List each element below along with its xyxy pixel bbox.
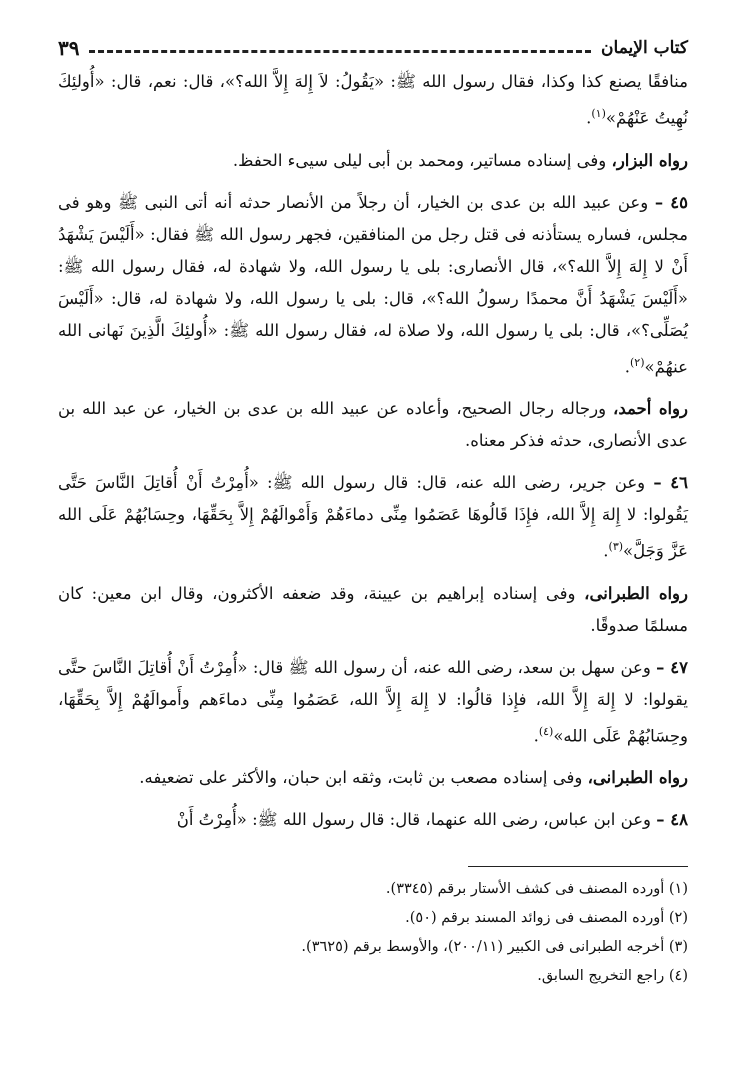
narration-note (58, 393, 688, 457)
paragraph-tail: . (603, 541, 609, 561)
paragraph-text: ورجاله رجال الصحيح، وأعاده عن عبيد الله بن عدى بن الخيار، عن عبد الله بن عدى الأنصارى، حدثه فذكر معناه. (58, 399, 688, 450)
header-rule (89, 50, 591, 53)
narration-note (58, 762, 688, 794)
footnote-item: (١) أورده المصنف فى كشف الأستار برقم (٣٣٤٥). (385, 881, 688, 897)
footnotes (58, 875, 688, 991)
hadith-46 (58, 467, 688, 568)
footnote-item: (٣) أخرجه الطبرانى فى الكبير (٢٠٠/١١)، والأوسط برقم (٣٦٢٥). (301, 939, 688, 955)
paragraph-tail: . (533, 726, 539, 745)
footnote-ref: (١) (591, 107, 606, 120)
footnote-ref: (٣) (608, 540, 624, 553)
hadith-47 (58, 652, 688, 753)
hadith-number: ٤٧ – (656, 657, 688, 677)
footnote-ref: (٤) (538, 724, 554, 738)
narrator-lead: رواه البزار، (611, 150, 688, 170)
paragraph-text: وفى إسناده مساتير، ومحمد بن أبى ليلى سيىء الحفظ. (232, 150, 612, 170)
narrator-lead: رواه أحمد، (613, 399, 688, 418)
main-text (58, 66, 688, 836)
paragraph-text: وعن سهل بن سعد، رضى الله عنه، أن رسول الله ﷺ قال: «أُمِرْتُ أَنْ أُقاتِلَ النَّاسَ حتَّى يقولوا: لا إِلهَ إِلاَّ الله، فإِذا قالُوا: لا إِلهَ إِلاَّ الله، عَصَمُوا مِنِّى دماءَهم وأَموالَهُمْ إِلاَّ بِحَقِّهَا، وحِسَابُهُمْ عَلَى الله» (58, 657, 688, 745)
footnote-ref: (٢) (629, 355, 645, 369)
running-head (58, 34, 688, 62)
paragraph-text: وفى إسناده مصعب بن ثابت، وثقه ابن حبان، والأكثر على تضعيفه. (139, 768, 588, 787)
footnote-item: (٢) أورده المصنف فى زوائد المسند برقم (٥٠). (405, 910, 688, 926)
book-title: كتاب الإيمان (601, 38, 688, 58)
paragraph-text: وفى إسناده إبراهيم بن عيينة، وقد ضعفه الأكثرون، وقال ابن معين: كان مسلمًا صدوقًا. (58, 583, 688, 635)
narrator-lead: رواه الطبرانى، (584, 583, 688, 603)
hadith-45 (58, 187, 688, 384)
footnote-item: (٤) راجع التخريج السابق. (537, 968, 688, 984)
narration-note (58, 145, 688, 177)
narrator-lead: رواه الطبرانى، (587, 768, 688, 787)
paragraph-text: وعن عبيد الله بن عدى بن الخيار، أن رجلاً من الأنصار حدثه أنه أتى النبى ﷺ وهو فى مجلس، فساره يستأذنه فى قتل رجل من المنافقين، فجهر رسول الله ﷺ فقال: «أَلَيْسَ يَشْهَدُ أَنْ لا إِلهَ إِلاَّ الله؟»، قال الأنصارى: بلى يا رسول الله، ولا شهادة له، فقال رسول الله ﷺ: «أَلَيْسَ يَشْهَدُ أَنَّ محمدًا رسولُ الله؟»، قال: بلى يا رسول الله، ولا شهادة له، قال: «أَلَيْسَ يُصَلِّى؟»، قال: بلى يا رسول الله، ولا صلاة له، فقال رسول الله ﷺ: «أُولئِكَ الَّذِينَ نَهانى الله عنهُمْ» (58, 192, 688, 376)
paragraph-text: وعن جرير، رضى الله عنه، قال: قال رسول الله ﷺ: «أُمِرْتُ أَنْ أُقاتِلَ النَّاسَ حَتَّى يَقُولوا: لا إِلهَ إِلاَّ الله، فإِذَا قَالُوهَا عَصَمُوا مِنِّى دماءَهُمْ وَأَمْوالَهُمْ إِلاَّ بِحَقِّهَا، وحِسَابُهُمْ عَلَى الله عَزَّ وَجَلَّ» (58, 473, 688, 561)
hadith-number: ٤٥ – (654, 192, 688, 212)
paragraph-continuation (58, 66, 688, 135)
hadith-number: ٤٨ – (656, 810, 688, 829)
paragraph-tail: . (586, 108, 592, 128)
paragraph-text: منافقًا يصنع كذا وكذا، فقال رسول الله ﷺ: «يَقُولُ: لاَ إِلهَ إِلاَّ الله؟»، قال: نعم، قال: «أُولئِكَ نُهِيتُ عَنْهُمْ» (58, 72, 688, 128)
footnote-separator (468, 866, 688, 867)
narration-note (58, 578, 688, 642)
paragraph-text: وعن ابن عباس، رضى الله عنهما، قال: قال رسول الله ﷺ: «أُمِرْتُ أَنْ (176, 810, 657, 829)
hadith-number: ٤٦ – (653, 473, 688, 492)
paragraph-tail: . (624, 357, 630, 376)
page-number: ٣٩ (58, 36, 80, 60)
hadith-48 (58, 804, 688, 836)
